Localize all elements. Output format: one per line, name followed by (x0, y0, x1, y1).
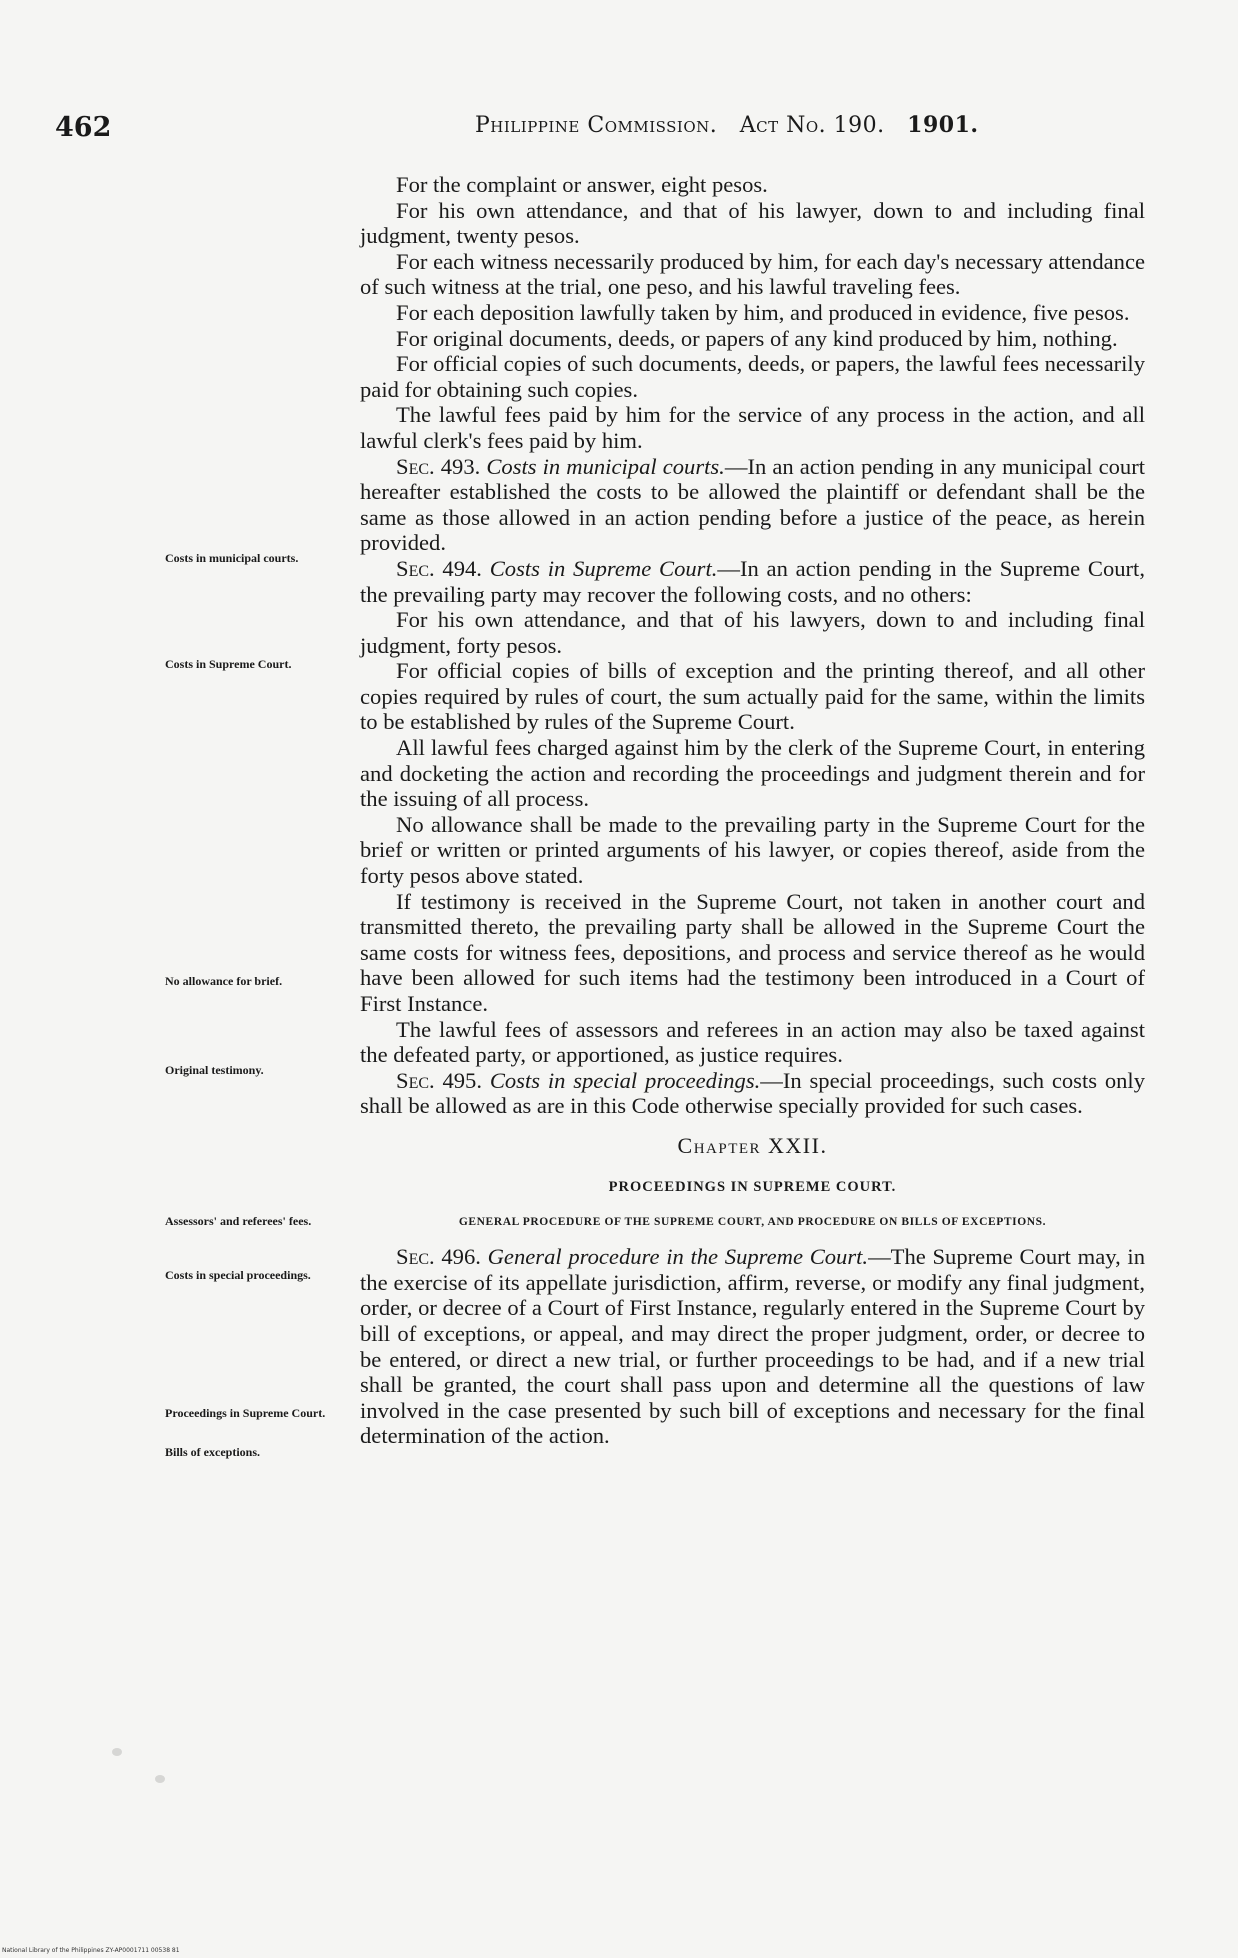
act-number: Act No. 190. (739, 113, 885, 138)
section-text: —In an action pending in the Supreme Court, the prevailing party may recover the following costs, and no others: (360, 555, 1145, 607)
section-text: —In an action pending in any municipal court hereafter established the costs to be allowed the plaintiff or defendant shall be the same as those allowed in an action pending before a justice of the peace, as herein provided. (360, 453, 1145, 556)
section-text: —In special proceedings, such costs only shall be allowed as are in this Code otherwise specially provided for such cases. (360, 1067, 1145, 1119)
body-text (360, 172, 1145, 1449)
section-label: Sec. 494. (396, 555, 482, 581)
commission-title: Philippine Commission. (475, 113, 718, 138)
margin-note-supreme-court-costs: Costs in Supreme Court. (165, 657, 292, 671)
margin-notes (150, 0, 360, 1958)
paragraph: All lawful fees charged against him by the clerk of the Supreme Court, in entering and docketing the action and recording the proceedings and judgment therein and for the issuing of all process. (360, 735, 1145, 812)
section-text: —The Supreme Court may, in the exercise of its appellate jurisdiction, affirm, reverse, or modify any final judgment, order, or decree of a Court of First Instance, regularly entered in the Supreme Court by bill of exceptions, or appeal, and may direct the proper judgment, order, or decree to be entered, or direct a new trial, or further proceedings to be had, and if a new trial shall be granted, the court shall pass upon and determine all the questions of law involved in the case presented by such bill of exceptions and necessary for the final determination of the action. (360, 1244, 1146, 1449)
section-label: Sec. 493. (396, 453, 481, 479)
margin-note-municipal-courts: Costs in municipal courts. (165, 551, 299, 565)
running-head (475, 112, 979, 138)
paragraph: The lawful fees of assessors and referees in an action may also be taxed against the defeated party, or apportioned, as justice requires. (360, 1016, 1145, 1068)
section-493 (360, 454, 1145, 556)
page-number: 462 (55, 112, 112, 143)
section-title: Costs in special proceedings. (489, 1067, 761, 1093)
paragraph: The lawful fees paid by him for the service of any process in the action, and all lawful clerk's fees paid by him. (360, 402, 1145, 453)
scan-smudge (112, 1748, 122, 1756)
paragraph: If testimony is received in the Supreme Court, not taken in another court and transmitted thereto, the prevailing party shall be allowed in the Supreme Court the same costs for witness fees, depositions, and process and service thereof as he would have been allowed for such items had the testimony been introduced in a Court of First Instance. (360, 888, 1145, 1016)
section-label: Sec. 496. (396, 1244, 481, 1270)
margin-note-original-testimony: Original testimony. (165, 1063, 264, 1077)
library-stamp: National Library of the Philippines ZY-AP0001711 00538 81 (2, 1947, 180, 1954)
section-heading: GENERAL PROCEDURE OF THE SUPREME COURT, AND PROCEDURE ON BILLS OF EXCEPTIONS. (458, 1216, 1047, 1229)
scan-smudge (155, 1775, 165, 1783)
section-496 (360, 1244, 1145, 1449)
chapter-title: Chapter XXII. (677, 1132, 828, 1158)
section-495 (360, 1068, 1145, 1119)
section-title: Costs in Supreme Court. (489, 555, 718, 581)
paragraph: For official copies of bills of exception and the printing thereof, and all other copies required by rules of court, the sum actually paid for the same, within the limits to be established by rules of the Supreme Court. (360, 658, 1145, 735)
paragraph: For official copies of such documents, deeds, or papers, the lawful fees necessarily paid for obtaining such copies. (360, 351, 1145, 402)
margin-note-bills-of-exceptions: Bills of exceptions. (165, 1445, 260, 1459)
paragraph: For each witness necessarily produced by him, for each day's necessary attendance of such witness at the trial, one peso, and his lawful traveling fees. (360, 248, 1145, 300)
margin-note-proceedings-supreme-court: Proceedings in Supreme Court. (165, 1406, 326, 1420)
section-title: General procedure in the Supreme Court. (487, 1244, 869, 1270)
section-title: Costs in municipal courts. (486, 453, 725, 479)
paragraph: For original documents, deeds, or papers of any kind produced by him, nothing. (396, 325, 1118, 351)
margin-note-assessors-fees: Assessors' and referees' fees. (165, 1214, 312, 1228)
year: 1901. (907, 112, 979, 138)
paragraph: For the complaint or answer, eight pesos. (396, 172, 768, 197)
paragraph: For his own attendance, and that of his lawyer, down to and including final judgment, twenty pesos. (360, 197, 1145, 249)
margin-note-special-proceedings: Costs in special proceedings. (165, 1268, 311, 1282)
section-494 (360, 556, 1145, 607)
margin-note-no-allowance-brief: No allowance for brief. (165, 974, 283, 988)
paragraph: No allowance shall be made to the prevailing party in the Supreme Court for the brief or written or printed arguments of his lawyer, or copies thereof, aside from the forty pesos above stated. (360, 811, 1145, 889)
section-label: Sec. 495. (396, 1067, 482, 1093)
paragraph: For his own attendance, and that of his lawyers, down to and including final judgment, forty pesos. (360, 607, 1145, 658)
paragraph: For each deposition lawfully taken by him, and produced in evidence, five pesos. (396, 299, 1130, 325)
chapter-subtitle: PROCEEDINGS IN SUPREME COURT. (608, 1178, 897, 1195)
